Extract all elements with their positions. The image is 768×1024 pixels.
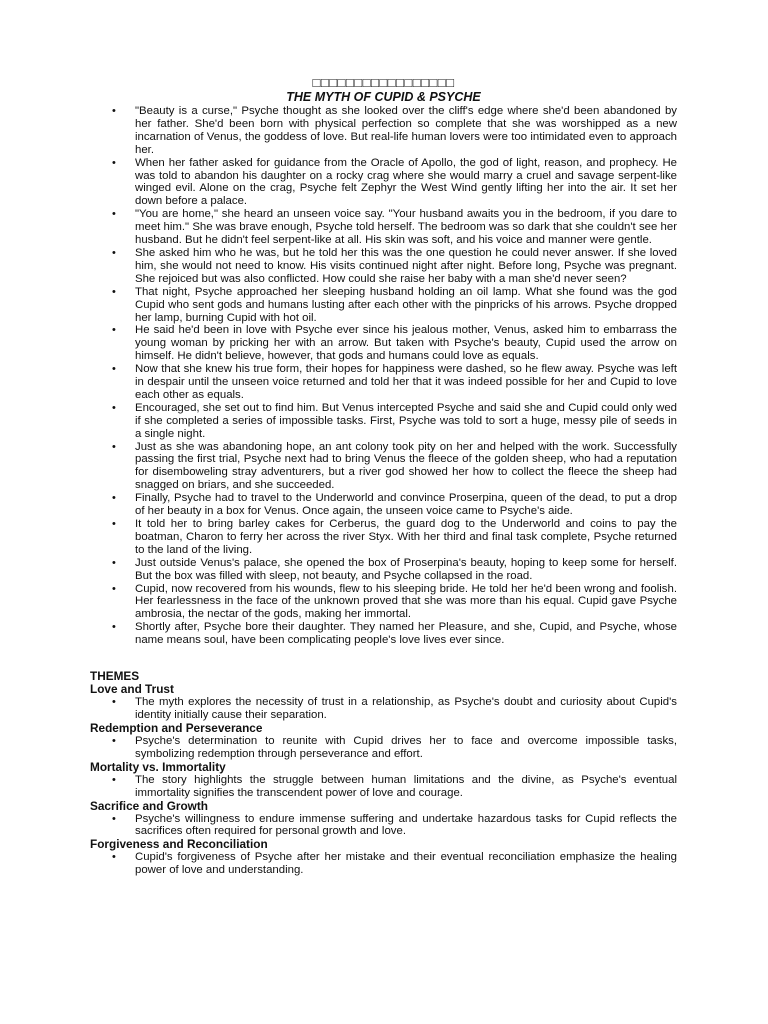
list-item xyxy=(90,247,677,286)
story-paragraph: Encouraged, she set out to find him. But Venus intercepted Psyche and said she and Cupid could only wed if she completed a series of impossible tasks. First, Psyche was told to sort a huge, messy pile of seeds in a single night. xyxy=(135,401,677,440)
bullet-icon: • xyxy=(112,518,116,530)
theme-list xyxy=(90,774,677,800)
bullet-icon: • xyxy=(112,696,116,709)
theme-text: Psyche's willingness to endure immense suffering and undertake hazardous tasks for Cupid reflects the sacrifices often required for personal growth and love. xyxy=(135,812,677,838)
story-paragraph: That night, Psyche approached her sleeping husband holding an oil lamp. What she found was the god Cupid who sent gods and humans lusting after each other with the pinpricks of his arrows. Psyche dropped her lamp, burning Cupid with hot oil. xyxy=(135,285,677,324)
list-item xyxy=(90,813,677,839)
theme-list xyxy=(90,851,677,877)
story-paragraph: When her father asked for guidance from the Oracle of Apollo, the god of light, reason, and prophecy. He was told to abandon his daughter on a rocky crag where she would marry a cruel and savage serpent-like winged evil. Alone on the crag, Psyche felt Zephyr the West Wind gently lifting her into the air. It set her down before a palace. xyxy=(135,156,677,208)
bullet-icon: • xyxy=(112,734,116,747)
bullet-icon: • xyxy=(112,401,116,414)
theme-title: Sacrifice and Growth xyxy=(90,798,208,813)
bullet-icon: • xyxy=(112,492,116,505)
list-item xyxy=(90,492,677,518)
theme-list xyxy=(90,813,677,839)
list-item xyxy=(90,441,677,493)
theme-list xyxy=(90,696,677,722)
bullet-icon: • xyxy=(112,621,116,634)
list-item xyxy=(90,583,677,622)
list-item xyxy=(90,286,677,325)
bullet-icon: • xyxy=(112,156,116,169)
theme-title: Mortality vs. Immortality xyxy=(90,759,226,774)
list-item xyxy=(90,208,677,247)
bullet-icon: • xyxy=(112,773,116,786)
bullet-icon: • xyxy=(112,105,116,117)
story-paragraph: Now that she knew his true form, their hopes for happiness were dashed, so he flew away. Psyche was left in despair until the unseen voice returned and told her that it was indeed possible for her and Cupid to love each other as equals. xyxy=(135,363,677,401)
bullet-icon: • xyxy=(112,851,116,864)
bullet-icon: • xyxy=(112,556,116,569)
story-paragraph: She asked him who he was, but he told her this was the one question he could never answer. If she loved him, she would not need to know. His visits continued night after night. Before long, Psyche was pregnant. She rejoiced but was also conflicted. How could she raise her baby with a man she'd never seen? xyxy=(135,246,677,285)
list-item xyxy=(90,518,677,557)
theme-title: Love and Trust xyxy=(90,682,174,697)
story-paragraph: Cupid, now recovered from his wounds, flew to his sleeping bride. He told her he'd been wrong and foolish. Her fearlessness in the face of the unknown proved that she was more than his equal. Cupid gave Psyche ambrosia, the nectar of the gods, making her immortal. xyxy=(135,582,677,621)
list-item xyxy=(90,324,677,363)
bullet-icon: • xyxy=(112,246,116,259)
list-item xyxy=(90,851,677,877)
bullet-icon: • xyxy=(112,363,116,376)
story-paragraph: Finally, Psyche had to travel to the Underworld and convince Proserpina, queen of the dead, to put a drop of her beauty in a box for Venus. Once again, the unseen voice came to Psyche's aide. xyxy=(135,492,677,518)
bullet-icon: • xyxy=(112,812,116,825)
theme-text: The myth explores the necessity of trust in a relationship, as Psyche's doubt and curiosity about Cupid's identity initially cause their separation. xyxy=(135,696,677,721)
theme-text: Psyche's determination to reunite with Cupid drives her to face and overcome impossible tasks, symbolizing redemption through perseverance and effort. xyxy=(135,734,677,760)
list-item xyxy=(90,557,677,583)
document-page xyxy=(90,76,677,877)
list-item xyxy=(90,105,677,157)
bullet-icon: • xyxy=(112,324,116,337)
list-item xyxy=(90,157,677,209)
list-item xyxy=(90,402,677,441)
themes-heading: THEMES xyxy=(90,669,140,684)
story-paragraph: Shortly after, Psyche bore their daughter. They named her Pleasure, and she, Cupid, and Psyche, whose name means soul, have been complicating people's love lives ever since. xyxy=(135,621,677,647)
story-paragraph: Just outside Venus's palace, she opened the box of Proserpina's beauty, hoping to keep some for herself. But the box was filled with sleep, not beauty, and Psyche collapsed in the road. xyxy=(135,556,677,582)
theme-title: Forgiveness and Reconciliation xyxy=(90,837,268,852)
list-item xyxy=(90,735,677,761)
story-paragraph: "You are home," she heard an unseen voice say. "Your husband awaits you in the bedroom, if you dare to meet him." She was brave enough, Psyche told herself. The bedroom was so dark that she couldn't see her husband. But he didn't feel serpent-like at all. His skin was soft, and his voice and manner were gentle. xyxy=(135,208,677,247)
document-title: THE MYTH OF CUPID & PSYCHE xyxy=(286,90,481,104)
list-item xyxy=(90,774,677,800)
story-list xyxy=(90,105,677,647)
bullet-icon: • xyxy=(112,440,116,453)
story-paragraph: "Beauty is a curse," Psyche thought as she looked over the cliff's edge where she'd been abandoned by her father. She'd been born with physical perfection so complete that she was worshipped as a new incarnation of Venus, the goddess of love. But real-life human lovers were too intimidated even to approach her. xyxy=(135,105,677,156)
header-placeholder-glyphs: □□□□□□□□□□□□□□□□□ xyxy=(312,76,455,90)
story-paragraph: It told her to bring barley cakes for Cerberus, the guard dog to the Underworld and coins to pay the boatman, Charon to ferry her across the river Styx. With her third and final task complete, Psyche returned to the land of the living. xyxy=(135,518,677,556)
list-item xyxy=(90,363,677,402)
bullet-icon: • xyxy=(112,582,116,595)
theme-title: Redemption and Perseverance xyxy=(90,720,263,735)
bullet-icon: • xyxy=(112,208,116,221)
theme-text: The story highlights the struggle between human limitations and the divine, as Psyche's eventual immortality signifies the transcendent power of love and courage. xyxy=(135,773,677,799)
theme-list xyxy=(90,735,677,761)
bullet-icon: • xyxy=(112,285,116,298)
themes-section xyxy=(90,670,677,877)
story-paragraph: Just as she was abandoning hope, an ant colony took pity on her and helped with the work. Successfully passing the first trial, Psyche next had to bring Venus the fleece of the golden sheep, who had a reputation for disemboweling stray adventurers, but a river god showed her how to collect the fleece the sheep had snagged on briars, and she succeeded. xyxy=(135,440,677,492)
theme-text: Cupid's forgiveness of Psyche after her mistake and their eventual reconciliation emphasize the healing power of love and understanding. xyxy=(135,851,677,877)
story-paragraph: He said he'd been in love with Psyche ever since his jealous mother, Venus, asked him to embarrass the young woman by pricking her with an arrow. But taken with Psyche's beauty, Cupid used the arrow on himself. He didn't believe, however, that gods and humans could love as equals. xyxy=(135,324,677,363)
list-item xyxy=(90,696,677,722)
list-item xyxy=(90,621,677,647)
